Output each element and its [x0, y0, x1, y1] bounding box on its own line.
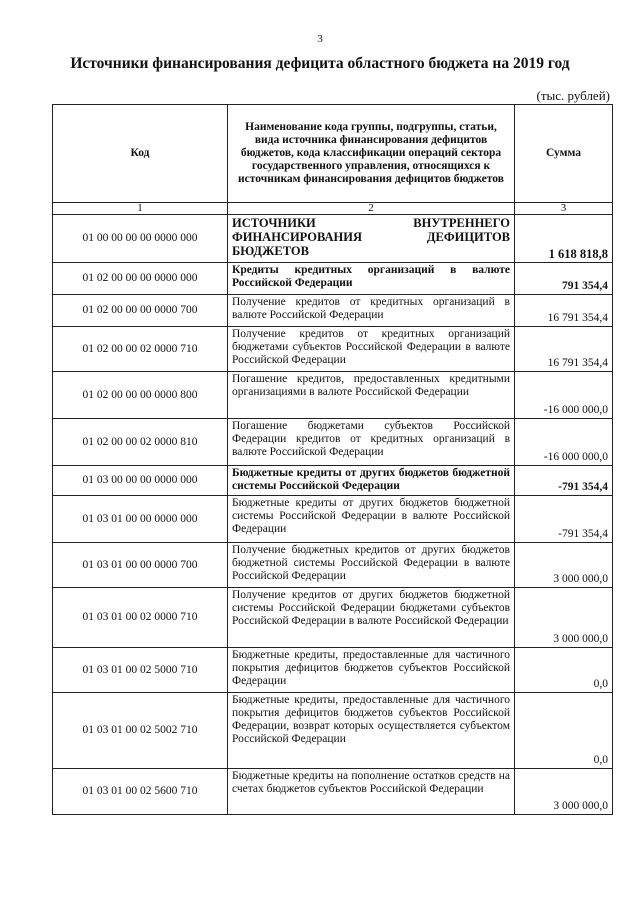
row-name: Бюджетные кредиты от других бюджетов бюджетной системы Российской Федерации в валюте Российской Федерации — [228, 496, 515, 543]
row-name: Получение кредитов от других бюджетов бюджетной системы Российской Федерации бюджетами субъектов Российской Федерации в валюте Российской Федерации — [228, 588, 515, 648]
document-title: Источники финансирования дефицита областного бюджета на 2019 год — [70, 55, 570, 72]
row-code: 01 03 01 00 02 5000 710 — [53, 648, 228, 693]
table-row — [53, 263, 613, 295]
row-sum: 791 354,4 — [515, 263, 613, 295]
table-row — [53, 372, 613, 419]
row-name: Бюджетные кредиты на пополнение остатков средств на счетах бюджетов субъектов Российской Федерации — [228, 769, 515, 815]
row-code: 01 03 01 00 02 5002 710 — [53, 693, 228, 769]
row-name: Бюджетные кредиты, предоставленные для частичного покрытия дефицитов бюджетов субъектов Российской Федерации, возврат которых осуществляется субъектом Российской Федерации — [228, 693, 515, 769]
table-row — [53, 648, 613, 693]
header-name: Наименование кода группы, подгруппы, статьи, вида источника финансирования дефицитов бюджетов, кода классификации операций сектора государственного управления, относящихся к источникам финансирования дефицитов бюджетов — [228, 105, 515, 203]
row-name: Получение бюджетных кредитов от других бюджетов бюджетной системы Российской Федерации в валюте Российской Федерации — [228, 543, 515, 588]
row-sum: 3 000 000,0 — [515, 588, 613, 648]
row-code: 01 02 00 00 00 0000 700 — [53, 295, 228, 327]
row-name: Погашение кредитов, предоставленных кредитными организациями в валюте Российской Федерации — [228, 372, 515, 419]
row-sum: 0,0 — [515, 693, 613, 769]
row-sum: 16 791 354,4 — [515, 327, 613, 372]
row-code: 01 00 00 00 00 0000 000 — [53, 215, 228, 263]
row-code: 01 03 01 00 00 0000 700 — [53, 543, 228, 588]
row-code: 01 03 01 00 00 0000 000 — [53, 496, 228, 543]
row-code: 01 02 00 00 02 0000 810 — [53, 419, 228, 466]
table-row — [53, 295, 613, 327]
row-code: 01 02 00 00 02 0000 710 — [53, 327, 228, 372]
row-name: Получение кредитов от кредитных организаций в валюте Российской Федерации — [228, 295, 515, 327]
row-name: Получение кредитов от кредитных организаций бюджетами субъектов Российской Федерации в валюте Российской Федерации — [228, 327, 515, 372]
header-code: Код — [53, 105, 228, 203]
header-sum: Сумма — [515, 105, 613, 203]
page-number: 3 — [317, 33, 323, 45]
column-number-row — [53, 203, 613, 215]
row-code: 01 03 01 00 02 5600 710 — [53, 769, 228, 815]
table-row — [53, 693, 613, 769]
table-row — [53, 327, 613, 372]
column-number: 3 — [515, 203, 613, 215]
row-sum: -791 354,4 — [515, 466, 613, 496]
row-name: Погашение бюджетами субъектов Российской Федерации кредитов от кредитных организаций в валюте Российской Федерации — [228, 419, 515, 466]
row-sum: -16 000 000,0 — [515, 419, 613, 466]
row-name: Бюджетные кредиты от других бюджетов бюджетной системы Российской Федерации — [228, 466, 515, 496]
table-row — [53, 419, 613, 466]
column-number: 1 — [53, 203, 228, 215]
column-number: 2 — [228, 203, 515, 215]
row-sum: 16 791 354,4 — [515, 295, 613, 327]
row-code: 01 03 00 00 00 0000 000 — [53, 466, 228, 496]
row-sum: 0,0 — [515, 648, 613, 693]
row-code: 01 02 00 00 00 0000 000 — [53, 263, 228, 295]
table-row — [53, 215, 613, 263]
row-sum: -791 354,4 — [515, 496, 613, 543]
table-row — [53, 543, 613, 588]
table-header-row — [53, 105, 613, 203]
row-name: ИСТОЧНИКИ ВНУТРЕННЕГО ФИНАНСИРОВАНИЯ ДЕФИЦИТОВ БЮДЖЕТОВ — [228, 215, 515, 263]
units-label: (тыс. рублей) — [536, 88, 610, 103]
row-name: Бюджетные кредиты, предоставленные для частичного покрытия дефицитов бюджетов субъектов Российской Федерации — [228, 648, 515, 693]
row-sum: 3 000 000,0 — [515, 769, 613, 815]
table-row — [53, 588, 613, 648]
financing-sources-table — [52, 104, 613, 815]
row-code: 01 02 00 00 00 0000 800 — [53, 372, 228, 419]
row-code: 01 03 01 00 02 0000 710 — [53, 588, 228, 648]
table-row — [53, 466, 613, 496]
row-sum: 1 618 818,8 — [515, 215, 613, 263]
row-sum: -16 000 000,0 — [515, 372, 613, 419]
row-sum: 3 000 000,0 — [515, 543, 613, 588]
table-row — [53, 769, 613, 815]
row-name: Кредиты кредитных организаций в валюте Российской Федерации — [228, 263, 515, 295]
table-row — [53, 496, 613, 543]
